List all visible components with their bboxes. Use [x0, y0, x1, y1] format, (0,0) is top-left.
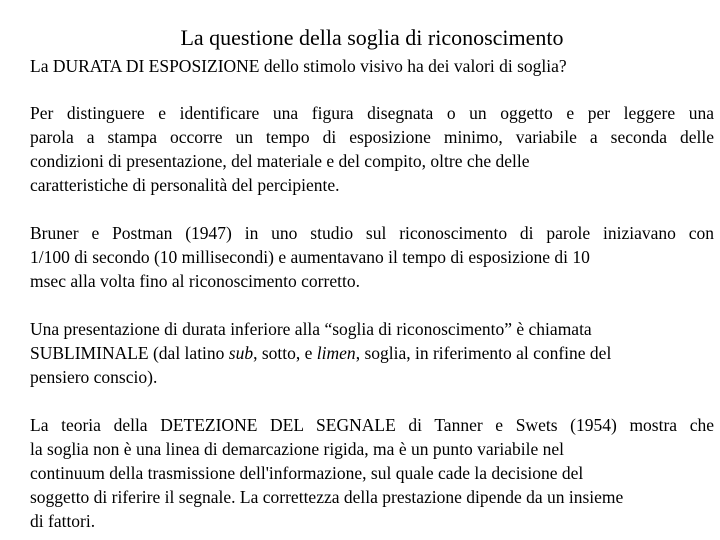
paragraph-line: continuum della trasmissione dell'informazione, sul quale cade la decisione del	[30, 463, 584, 483]
paragraph-line: di fattori.	[30, 511, 96, 531]
paragraph-line: Bruner e Postman (1947) in uno studio sul riconoscimento di parole iniziavano con	[30, 223, 714, 243]
paragraph-bruner-postman	[30, 221, 714, 293]
text-segment: , sotto, e	[253, 343, 317, 363]
paragraph-line: msec alla volta fino al riconoscimento corretto.	[30, 271, 360, 291]
paragraph-line: pensiero conscio).	[30, 367, 158, 387]
latin-term-sub: sub	[228, 343, 254, 363]
paragraph-line: La teoria della DETEZIONE DEL SEGNALE di Tanner e Swets (1954) mostra che	[30, 415, 714, 435]
paragraph-subliminal	[30, 317, 714, 389]
latin-term-limen: limen	[316, 343, 356, 363]
paragraph-exposure-time	[30, 101, 714, 197]
paragraph-signal-detection	[30, 413, 714, 533]
text-segment: , soglia, in riferimento al confine del	[355, 343, 612, 363]
paragraph-line: parola a stampa occorre un tempo di esposizione minimo, variabile a seconda delle	[30, 127, 714, 147]
paragraph-line: condizioni di presentazione, del materiale e del compito, oltre che delle	[30, 151, 530, 171]
paragraph-line	[30, 341, 714, 365]
paragraph-line: Una presentazione di durata inferiore alla “soglia di riconoscimento” è chiamata	[30, 319, 592, 339]
paragraph-line: caratteristiche di personalità del percipiente.	[30, 175, 340, 195]
slide-subtitle: La DURATA DI ESPOSIZIONE dello stimolo visivo ha dei valori di soglia?	[30, 56, 567, 76]
paragraph-line: la soglia non è una linea di demarcazione rigida, ma è un punto variabile nel	[30, 439, 565, 459]
paragraph-line: 1/100 di secondo (10 millisecondi) e aumentavano il tempo di esposizione di 10	[30, 247, 590, 267]
paragraph-line: soggetto di riferire il segnale. La correttezza della prestazione dipende da un insieme	[30, 487, 624, 507]
paragraph-line: Per distinguere e identificare una figura disegnata o un oggetto e per leggere una	[30, 103, 714, 123]
slide-title: La questione della soglia di riconoscimento	[180, 25, 564, 50]
text-segment: SUBLIMINALE (dal latino	[30, 343, 229, 363]
